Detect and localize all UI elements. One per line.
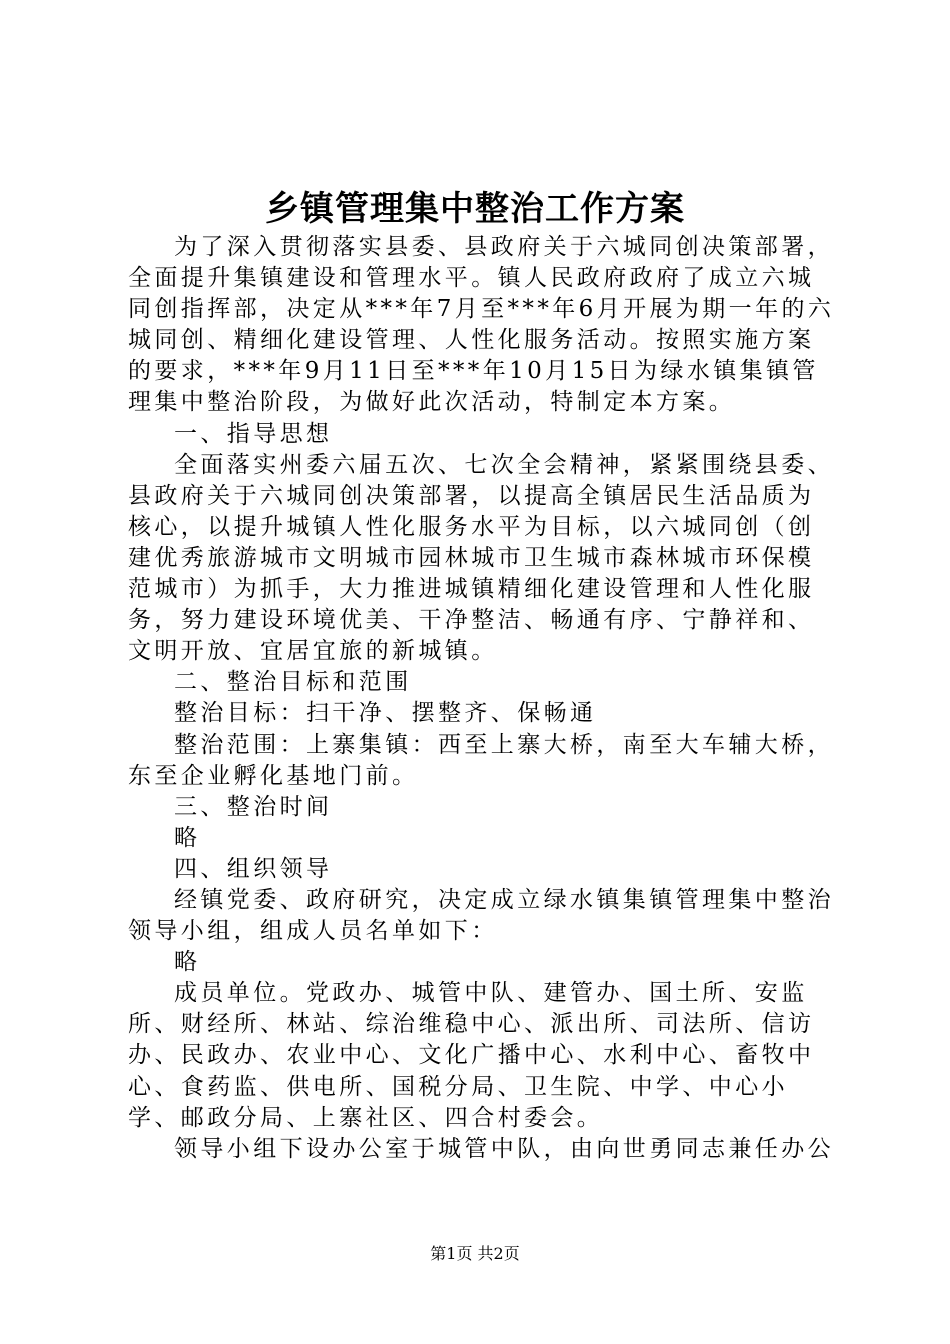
paragraph-intro: 为了深入贯彻落实县委、县政府关于六城同创决策部署，全面提升集镇建设和管理水平。镇人民政府政府了成立六城同创指挥部，决定从***年7月至***年6月开展为期一年的六城同创、精细化建设管理、人性化服务活动。按照实施方案的要求，***年9月11日至***年10月15日为绿水镇集镇管理集中整治阶段，为做好此次活动，特制定本方案。 <box>128 234 835 416</box>
paragraph-time-omitted: 略 <box>174 824 201 851</box>
page-footer: 第1页 共2页 <box>430 1244 520 1263</box>
heading-guiding-thought: 一、指导思想 <box>174 420 333 447</box>
heading-time: 三、整治时间 <box>174 793 333 820</box>
heading-goals-scope: 二、整治目标和范围 <box>174 669 412 696</box>
paragraph-scope: 整治范围：上寨集镇：西至上寨大桥，南至大车辅大桥，东至企业孵化基地门前。 <box>128 731 834 789</box>
paragraph-guiding-thought: 全面落实州委六届五次、七次全会精神，紧紧围绕县委、县政府关于六城同创决策部署，以提高全镇居民生活品质为核心，以提升城镇人性化服务水平为目标，以六城同创（创建优秀旅游城市文明城市园林城市卫生城市森林城市环保模范城市）为抓手，大力推进城镇精细化建设管理和人性化服务，努力建设环境优美、干净整洁、畅通有序、宁静祥和、文明开放、宜居宜旅的新城镇。 <box>128 451 834 665</box>
paragraph-goals: 整治目标：扫干净、摆整齐、保畅通 <box>174 700 597 727</box>
paragraph-members-omitted: 略 <box>174 949 201 976</box>
paragraph-organization: 经镇党委、政府研究，决定成立绿水镇集镇管理集中整治领导小组，组成人员名单如下： <box>128 886 834 945</box>
paragraph-member-units: 成员单位。党政办、城管中队、建管办、国土所、安监所、财经所、林站、综治维稳中心、派出所、司法所、信访办、民政办、农业中心、文化广播中心、水利中心、畜牧中心、食药监、供电所、国税分局、卫生院、中学、中心小学、邮政分局、上寨社区、四合村委会。 <box>128 980 815 1131</box>
document-title: 乡镇管理集中整治工作方案 <box>265 189 685 229</box>
document-body <box>128 232 840 1165</box>
paragraph-office: 领导小组下设办公室于城管中队，由向世勇同志兼任办公 <box>174 1135 834 1162</box>
heading-organization: 四、组织领导 <box>174 855 333 882</box>
